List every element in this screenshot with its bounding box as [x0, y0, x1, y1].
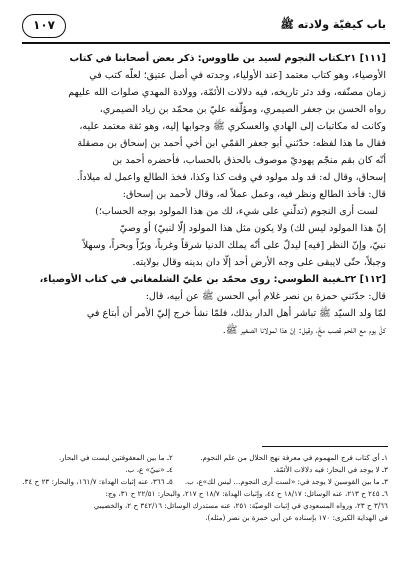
main-text: [28, 50, 386, 339]
text-line: نبيّ، وإنّ النظر [فيه] ليدلّ على أنّه يملك الدنيا شرقاً وغرباً، وبرّاً وبحراً، وسهلاً: [82, 240, 386, 251]
footnote: ٥ـ ٣٦٦، عنه إثبات الهداة: ١٦١/٧، والبحار: ٢٣ ح ٣٤.: [22, 477, 173, 486]
text-line: لمّا ولد السيّد ﷺ تباشر أهل الدار بذلك، فلمّا نشأ خرج إليّ الأمر أن أبتاع في: [86, 308, 386, 319]
text-line: قال: فأخذ الطالع ونظر فيه، وعمل عملاً له، وقال لأحمد بن إسحاق:: [122, 189, 386, 200]
chapter-title: باب كيفيّة ولادته ﷺ: [280, 18, 386, 31]
footnote: ٣ـ ما بين القوسين لا يوجد في: «لست أرى النجوم... ليس لك»ع، ب.: [184, 477, 388, 486]
entry-112-heading: [١١٢] ٢٢ـغيبة الطوسي: روى محمّد بن عليّ الشلمغاني في كتاب الأوصياء،: [39, 274, 386, 285]
text-line: أنّه كان بقم منجّم يهوديّ موصوف بالحذق بالحساب، فأحضره أحمد بن: [112, 155, 386, 166]
footnotes: [24, 452, 388, 524]
text-line: زمان مصنّفه، وقد دثر تاريخه، فيه دلالات الأئمّة، وولادة المهدي صلوات الله عليهم: [68, 87, 386, 98]
text-line: رواه الحسن بن جعفر الصيمري، ومؤلّفه عليّ بن محمّد بن زياد الصيمري،: [99, 104, 386, 115]
header-rule: [22, 42, 390, 44]
text-line: لست أرى النجوم (تدلّني على شيء، لك من هذا المولود بوجه الحساب؛): [95, 206, 378, 217]
page-header: [22, 14, 390, 44]
page-number: ١٠٧: [22, 14, 66, 38]
footnote: ٦ـ ٢٤٥ ح ٢١٣، عنه الوسائل: ١٨/١٧ ح ٤٤، وإثبات الهداة: ١٨/٧ ح ٢١٧، والبحار: ٢٢/٥١ ح ٣١، وج:: [105, 489, 388, 498]
footnote-separator: [262, 446, 388, 447]
footnote: ٢ـ ما بين المعقوفتين ليست في البحار.: [58, 453, 173, 462]
text-line: وجبلاً، حتّى لايبقى على وجه الأرض أحد إلّا دان بدينه وقال بولايته.: [132, 257, 386, 268]
text-line: وكانت له مكاتبات إلى الهادي والعسكري ﷺ وجوابها إليه، وهو ثقة معتمد عليه،: [79, 121, 386, 132]
text-line: الأوصياء، وهو كتاب معتمد [عند الأولياء، وجدته في أصل عتيق؛ لعلّه كتب في: [89, 70, 386, 81]
footnote: في الهداية الكبرى: ١٧٠ بإسناده عن أبي حمزة بن نصر (مثله).: [205, 513, 388, 522]
footnote: ٤ـ «نبيّ» ع، ب.: [125, 465, 173, 474]
text-line: إنّ هذا المولود ليس لك) ولا يكون مثل هذا المولود إلّا لنبيّ) أو وصيّ: [119, 223, 386, 234]
entry-111-heading: [١١١] ٢١ـكتاب النجوم لسيد بن طاووس: ذكر بعض أصحابنا في كتاب: [69, 53, 386, 64]
text-line: قال: حدّثني حمزة بن نصر غلام أبي الحسن ﷺ عن أبيه، قال:: [145, 291, 386, 302]
text-line: كلّ يوم مع اللحم قصب مخّ، وقيل: إنّ هذا لمولانا الصغير ﷺ.: [222, 325, 386, 336]
footnote: ٣ـ لا يوجد في البحار: فيه دلالات الأئمّة.: [273, 465, 388, 474]
text-line: فقال ما هذا لفظه: حدّثني أبو جعفر القمّي ابن أخي أحمد بن إسحاق بن مصقلة: [77, 138, 386, 149]
text-line: إسحاق، وقال له: قد ولد مولود في وقت كذا وكذا، فخذ الطالع واعمل له ميلاداً.: [76, 172, 386, 183]
footnote: ٣/٦٦ ح ٢٣، ورواه المسعودي في إثبات الوصيّة: ٢٥١، عنه مستدرك الوسائل: ٣٤٢/١٦ ح ٢، والخصيبي: [93, 501, 388, 510]
footnote: ١ـ أي كتاب فرج المهموم في معرفة نهج الحلال من علم النجوم.: [200, 453, 388, 462]
